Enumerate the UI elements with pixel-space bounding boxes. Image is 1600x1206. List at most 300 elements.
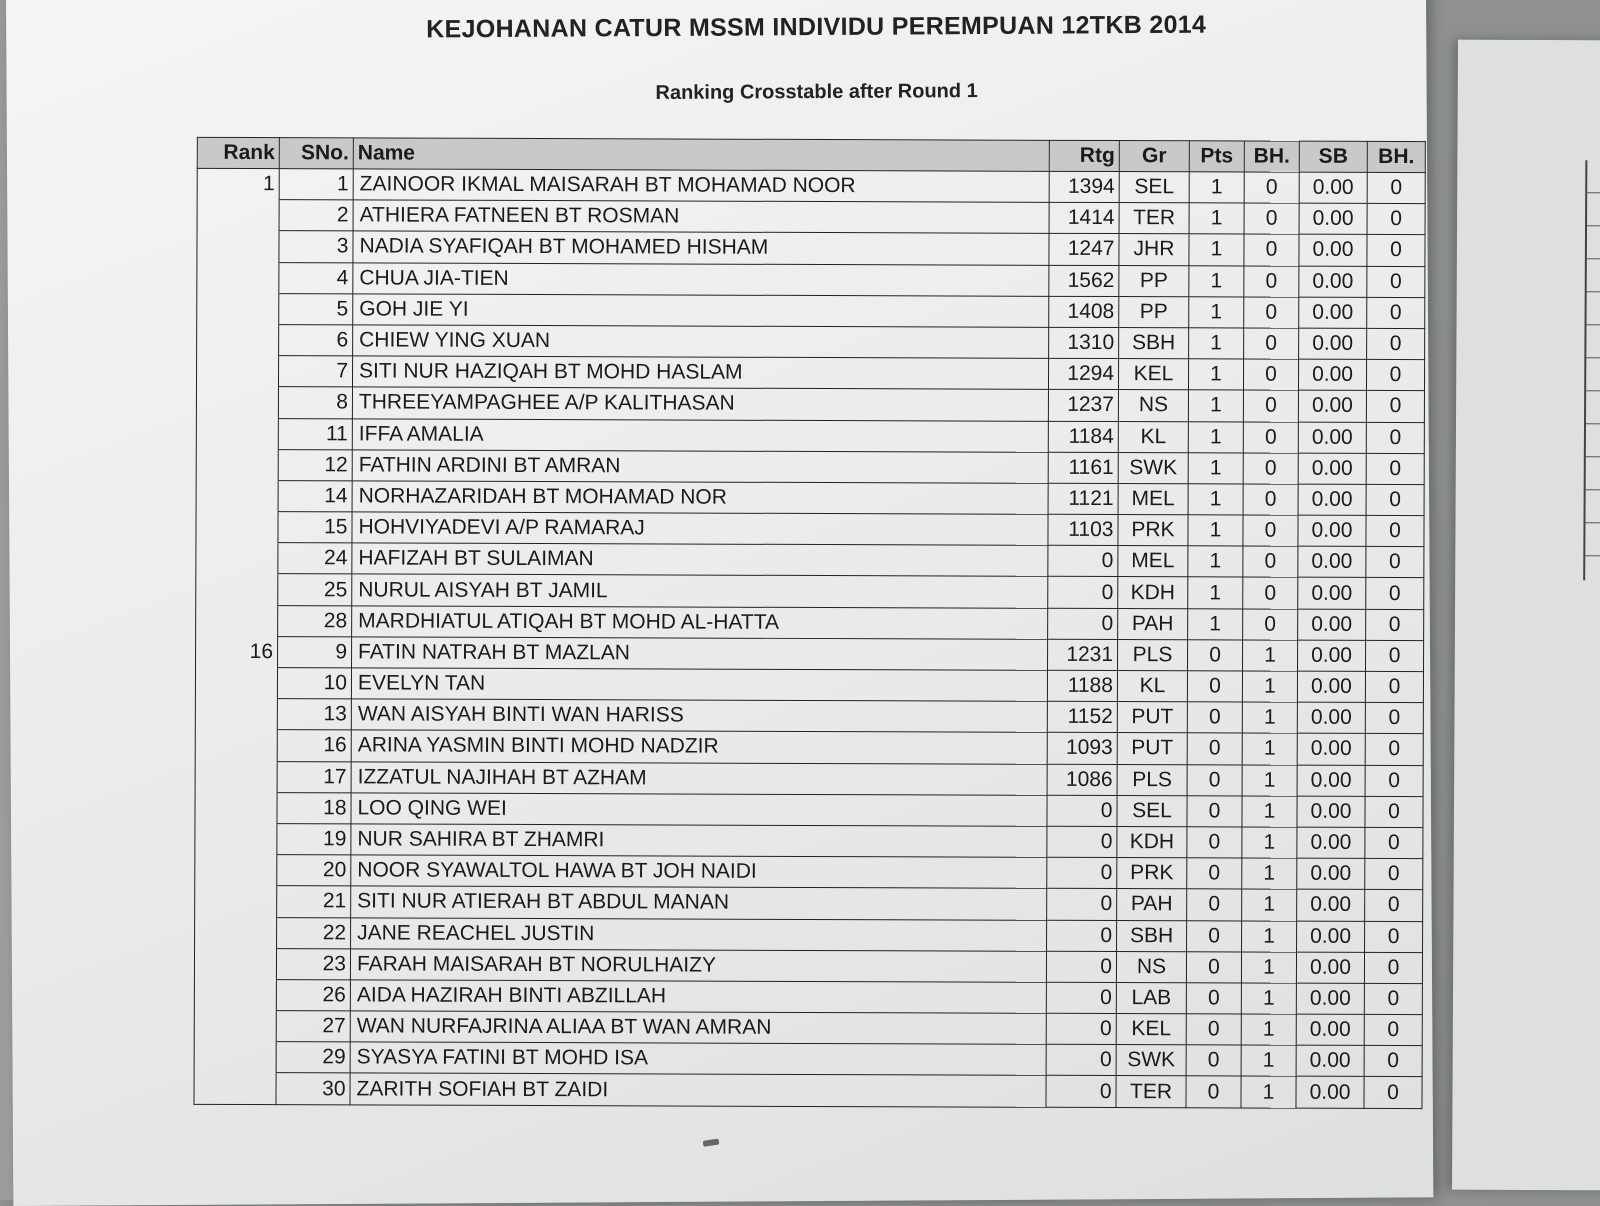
cell-sno: 9 — [278, 636, 352, 667]
cell-sb: 0.00 — [1297, 827, 1365, 858]
cell-rank: 16 — [196, 636, 278, 667]
cell-name: NURUL AISYAH BT JAMIL — [352, 574, 1048, 608]
cell-sb: 0.00 — [1298, 609, 1366, 640]
cell-bh: 0 — [1243, 484, 1298, 515]
cell-bh: 1 — [1242, 827, 1297, 858]
cell-gr: KDH — [1118, 577, 1188, 608]
cell-rtg: 1231 — [1048, 639, 1118, 670]
cell-pts: 1 — [1189, 203, 1244, 234]
cell-bh2: 0 — [1364, 1014, 1422, 1045]
cell-sb: 0.00 — [1298, 422, 1366, 453]
cell-bh: 0 — [1243, 546, 1298, 577]
cell-bh2: 0 — [1364, 1046, 1422, 1077]
cell-name: SITI NUR HAZIQAH BT MOHD HASLAM — [352, 356, 1048, 390]
cell-pts: 1 — [1188, 421, 1243, 452]
cell-rtg: 0 — [1048, 546, 1118, 577]
cell-name: WAN NURFAJRINA ALIAA BT WAN AMRAN — [350, 1011, 1046, 1045]
cell-name: GOH JIE YI — [353, 294, 1049, 328]
table-row — [194, 1042, 1422, 1077]
cell-pts: 0 — [1187, 827, 1242, 858]
cell-bh: 0 — [1243, 515, 1298, 546]
cell-name: NADIA SYAFIQAH BT MOHAMED HISHAM — [353, 231, 1049, 265]
table-row — [196, 511, 1424, 546]
cell-gr: PAH — [1117, 889, 1187, 920]
cell-rtg: 1310 — [1049, 327, 1119, 358]
cell-name: NUR SAHIRA BT ZHAMRI — [351, 824, 1047, 858]
cell-bh: 0 — [1244, 297, 1299, 328]
cell-pts: 1 — [1189, 172, 1244, 203]
adjacent-sheet — [1452, 40, 1600, 1191]
cell-sno: 18 — [277, 792, 351, 823]
cell-gr: MEL — [1118, 546, 1188, 577]
cell-rtg: 0 — [1046, 1013, 1116, 1044]
cell-rtg: 1184 — [1048, 421, 1118, 452]
cell-name: IZZATUL NAJIHAH BT AZHAM — [351, 761, 1047, 795]
cell-rtg: 0 — [1046, 1076, 1116, 1107]
cell-bh: 1 — [1242, 920, 1297, 951]
cell-pts: 1 — [1189, 234, 1244, 265]
cell-pts: 0 — [1186, 1014, 1241, 1045]
cell-name: IFFA AMALIA — [352, 418, 1048, 452]
cell-bh2: 0 — [1365, 890, 1423, 921]
table-row — [197, 262, 1425, 297]
header-pts: Pts — [1189, 141, 1244, 172]
cell-bh2: 0 — [1365, 827, 1423, 858]
cell-bh2: 0 — [1364, 1077, 1422, 1108]
cell-rank — [194, 1042, 276, 1073]
cell-pts: 1 — [1189, 265, 1244, 296]
cell-bh: 0 — [1244, 266, 1299, 297]
cell-rtg: 0 — [1047, 889, 1117, 920]
cell-gr: PP — [1119, 265, 1189, 296]
table-row — [197, 168, 1425, 203]
cell-sno: 10 — [277, 668, 351, 699]
cell-sno: 26 — [276, 979, 350, 1010]
cell-rank — [195, 886, 277, 917]
cell-bh2: 0 — [1366, 547, 1424, 578]
table-row — [195, 761, 1423, 796]
cell-rank — [196, 418, 278, 449]
cell-bh2: 0 — [1365, 921, 1423, 952]
cell-name: CHIEW YING XUAN — [353, 325, 1049, 359]
table-row — [196, 574, 1424, 609]
table-row — [196, 480, 1424, 515]
cell-name: ZAINOOR IKMAL MAISARAH BT MOHAMAD NOOR — [353, 169, 1049, 203]
cell-rtg: 1103 — [1048, 514, 1118, 545]
cell-rank — [196, 605, 278, 636]
cell-sb: 0.00 — [1298, 359, 1366, 390]
header-bh2: BH. — [1367, 141, 1425, 172]
cell-sb: 0.00 — [1296, 1045, 1364, 1076]
cell-sno: 22 — [277, 917, 351, 948]
cell-pts: 0 — [1187, 671, 1242, 702]
header-row — [197, 137, 1425, 172]
cell-sno: 23 — [276, 948, 350, 979]
cell-bh: 0 — [1243, 609, 1298, 640]
cell-bh: 0 — [1243, 453, 1298, 484]
table-row — [196, 418, 1424, 453]
crosstable-wrapper — [193, 137, 1425, 1109]
cell-bh2: 0 — [1366, 578, 1424, 609]
cell-bh2: 0 — [1364, 952, 1422, 983]
cell-gr: KL — [1118, 421, 1188, 452]
table-row — [197, 293, 1425, 328]
cell-rank — [194, 1073, 276, 1104]
cell-rtg: 0 — [1046, 951, 1116, 982]
cell-bh: 1 — [1241, 983, 1296, 1014]
cell-sno: 7 — [278, 356, 352, 387]
table-row — [196, 636, 1424, 671]
cell-pts: 1 — [1188, 577, 1243, 608]
table-row — [194, 1073, 1422, 1108]
header-name: Name — [353, 138, 1049, 171]
cell-bh2: 0 — [1367, 204, 1425, 235]
cell-pts: 0 — [1186, 1076, 1241, 1107]
cell-name: LOO QING WEI — [351, 793, 1047, 827]
cell-rtg: 0 — [1048, 577, 1118, 608]
cell-sb: 0.00 — [1299, 328, 1367, 359]
cell-bh2: 0 — [1366, 453, 1424, 484]
cell-sb: 0.00 — [1296, 1014, 1364, 1045]
cell-gr: PUT — [1117, 733, 1187, 764]
cell-name: HOHVIYADEVI A/P RAMARAJ — [352, 512, 1048, 546]
cell-rank — [194, 1010, 276, 1041]
cell-bh: 0 — [1243, 359, 1298, 390]
cell-gr: SEL — [1117, 795, 1187, 826]
cell-rank — [195, 730, 277, 761]
cell-name: THREEYAMPAGHEE A/P KALITHASAN — [352, 387, 1048, 421]
cell-sb: 0.00 — [1298, 546, 1366, 577]
cell-rtg: 0 — [1047, 857, 1117, 888]
cell-sno: 3 — [279, 231, 353, 262]
cell-bh2: 0 — [1365, 703, 1423, 734]
cell-bh: 1 — [1242, 671, 1297, 702]
cell-bh: 1 — [1241, 1014, 1296, 1045]
cell-rank — [195, 854, 277, 885]
cell-gr: SEL — [1119, 172, 1189, 203]
cell-sno: 28 — [278, 605, 352, 636]
cell-pts: 0 — [1188, 640, 1243, 671]
staple-mark — [703, 1139, 720, 1147]
cell-gr: TER — [1119, 203, 1189, 234]
cell-bh: 0 — [1244, 172, 1299, 203]
cell-pts: 1 — [1188, 608, 1243, 639]
cell-name: FATHIN ARDINI BT AMRAN — [352, 450, 1048, 484]
cell-rank — [197, 262, 279, 293]
table-row — [196, 449, 1424, 484]
cell-sb: 0.00 — [1296, 952, 1364, 983]
table-row — [195, 699, 1423, 734]
cell-rank — [195, 699, 277, 730]
cell-rank — [194, 979, 276, 1010]
cell-pts: 0 — [1186, 951, 1241, 982]
cell-gr: SWK — [1118, 452, 1188, 483]
crosstable-body — [194, 168, 1425, 1108]
cell-bh2: 0 — [1365, 859, 1423, 890]
cell-pts: 0 — [1187, 764, 1242, 795]
cell-bh: 0 — [1243, 390, 1298, 421]
cell-gr: PAH — [1118, 608, 1188, 639]
cell-bh: 1 — [1241, 1045, 1296, 1076]
cell-name: NORHAZARIDAH BT MOHAMAD NOR — [352, 481, 1048, 515]
cell-gr: NS — [1118, 390, 1188, 421]
cell-bh: 1 — [1242, 702, 1297, 733]
cell-pts: 0 — [1187, 920, 1242, 951]
cell-rank — [196, 574, 278, 605]
cell-sno: 1 — [279, 169, 353, 200]
cell-sb: 0.00 — [1297, 702, 1365, 733]
cell-sno: 21 — [277, 886, 351, 917]
adjacent-sheet-table-fragment — [1583, 160, 1600, 580]
cell-sno: 19 — [277, 824, 351, 855]
cell-rtg: 0 — [1047, 920, 1117, 951]
cell-gr: KDH — [1117, 826, 1187, 857]
cell-bh2: 0 — [1366, 640, 1424, 671]
cell-rtg: 1394 — [1049, 171, 1119, 202]
cell-rank — [196, 449, 278, 480]
cell-bh2: 0 — [1366, 422, 1424, 453]
cell-rtg: 0 — [1048, 608, 1118, 639]
cell-sb: 0.00 — [1297, 734, 1365, 765]
cell-rank — [197, 200, 279, 231]
table-row — [195, 667, 1423, 702]
table-row — [194, 979, 1422, 1014]
cell-bh: 0 — [1244, 203, 1299, 234]
cell-sno: 15 — [278, 512, 352, 543]
cell-sno: 24 — [278, 543, 352, 574]
cell-bh: 0 — [1244, 234, 1299, 265]
cell-gr: PLS — [1117, 764, 1187, 795]
cell-sb: 0.00 — [1299, 235, 1367, 266]
cell-pts: 1 — [1189, 297, 1244, 328]
cell-pts: 0 — [1187, 858, 1242, 889]
cell-sb: 0.00 — [1299, 297, 1367, 328]
cell-rank — [197, 324, 279, 355]
cell-pts: 1 — [1188, 359, 1243, 390]
cell-bh2: 0 — [1366, 391, 1424, 422]
cell-rank — [196, 543, 278, 574]
cell-name: CHUA JIA-TIEN — [353, 262, 1049, 296]
cell-sb: 0.00 — [1297, 858, 1365, 889]
cell-pts: 1 — [1188, 452, 1243, 483]
cell-gr: SBH — [1117, 920, 1187, 951]
cell-sb: 0.00 — [1298, 640, 1366, 671]
cell-pts: 1 — [1189, 328, 1244, 359]
cell-sno: 4 — [279, 262, 353, 293]
cell-name: SYASYA FATINI BT MOHD ISA — [350, 1042, 1046, 1076]
cell-sno: 13 — [277, 699, 351, 730]
cell-sno: 11 — [278, 418, 352, 449]
cell-sno: 8 — [278, 387, 352, 418]
cell-pts: 0 — [1187, 796, 1242, 827]
cell-name: FARAH MAISARAH BT NORULHAIZY — [350, 949, 1046, 983]
cell-rtg: 1237 — [1048, 390, 1118, 421]
cell-gr: MEL — [1118, 483, 1188, 514]
cell-name: WAN AISYAH BINTI WAN HARISS — [351, 699, 1047, 733]
cell-rank — [197, 293, 279, 324]
table-row — [195, 823, 1423, 858]
cell-rtg: 1414 — [1049, 202, 1119, 233]
cell-rtg: 1562 — [1049, 265, 1119, 296]
cell-pts: 0 — [1186, 983, 1241, 1014]
cell-gr: PRK — [1117, 858, 1187, 889]
cell-sno: 29 — [276, 1042, 350, 1073]
cell-rank — [195, 917, 277, 948]
cell-rtg: 1161 — [1048, 452, 1118, 483]
cell-sno: 25 — [278, 574, 352, 605]
cell-rtg: 1152 — [1047, 701, 1117, 732]
cell-name: EVELYN TAN — [351, 668, 1047, 702]
cell-sb: 0.00 — [1297, 765, 1365, 796]
cell-bh: 1 — [1242, 858, 1297, 889]
cell-sb: 0.00 — [1297, 671, 1365, 702]
cell-gr: PLS — [1118, 639, 1188, 670]
cell-bh: 1 — [1243, 640, 1298, 671]
cell-bh: 1 — [1241, 952, 1296, 983]
table-row — [197, 324, 1425, 359]
cell-name: ZARITH SOFIAH BT ZAIDI — [350, 1073, 1046, 1107]
cell-name: HAFIZAH BT SULAIMAN — [352, 543, 1048, 577]
cell-rank — [196, 355, 278, 386]
cell-gr: KL — [1117, 671, 1187, 702]
cell-gr: PUT — [1117, 702, 1187, 733]
cell-gr: PP — [1119, 296, 1189, 327]
cell-sb: 0.00 — [1298, 578, 1366, 609]
cell-bh2: 0 — [1367, 235, 1425, 266]
cell-sno: 16 — [277, 730, 351, 761]
cell-rank — [195, 667, 277, 698]
cell-sno: 6 — [279, 325, 353, 356]
cell-pts: 0 — [1187, 702, 1242, 733]
cell-bh: 0 — [1243, 577, 1298, 608]
cell-sb: 0.00 — [1297, 889, 1365, 920]
cell-rtg: 1093 — [1047, 733, 1117, 764]
cell-sno: 5 — [279, 293, 353, 324]
cell-gr: PRK — [1118, 515, 1188, 546]
cell-bh: 0 — [1244, 328, 1299, 359]
cell-sb: 0.00 — [1296, 983, 1364, 1014]
cell-gr: KEL — [1118, 359, 1188, 390]
table-row — [196, 387, 1424, 422]
cell-bh2: 0 — [1365, 671, 1423, 702]
paper-sheet — [6, 0, 1433, 1206]
cell-rtg: 1188 — [1047, 670, 1117, 701]
table-row — [196, 605, 1424, 640]
cell-bh2: 0 — [1366, 484, 1424, 515]
table-row — [196, 543, 1424, 578]
header-gr: Gr — [1119, 141, 1189, 172]
cell-bh2: 0 — [1365, 796, 1423, 827]
header-bh: BH. — [1244, 141, 1299, 172]
cell-sb: 0.00 — [1297, 796, 1365, 827]
cell-name: MARDHIATUL ATIQAH BT MOHD AL-HATTA — [352, 606, 1048, 640]
cell-pts: 0 — [1187, 733, 1242, 764]
cell-gr: TER — [1116, 1076, 1186, 1107]
cell-pts: 1 — [1188, 390, 1243, 421]
cell-rtg: 1294 — [1048, 358, 1118, 389]
ranking-crosstable — [193, 137, 1425, 1109]
cell-sno: 2 — [279, 200, 353, 231]
cell-pts: 1 — [1188, 515, 1243, 546]
cell-bh: 1 — [1242, 765, 1297, 796]
table-row — [195, 792, 1423, 827]
cell-rtg: 1121 — [1048, 483, 1118, 514]
cell-sb: 0.00 — [1299, 172, 1367, 203]
table-row — [195, 917, 1423, 952]
cell-rank — [196, 511, 278, 542]
cell-name: FATIN NATRAH BT MAZLAN — [352, 637, 1048, 671]
cell-rtg: 0 — [1047, 826, 1117, 857]
cell-rank — [197, 231, 279, 262]
cell-pts: 1 — [1188, 546, 1243, 577]
cell-rtg: 0 — [1047, 795, 1117, 826]
document-title: KEJOHANAN CATUR MSSM INDIVIDU PEREMPUAN 12TKB 2014 — [426, 10, 1207, 44]
cell-bh2: 0 — [1366, 609, 1424, 640]
cell-rank — [194, 948, 276, 979]
table-row — [197, 231, 1425, 266]
cell-sno: 12 — [278, 449, 352, 480]
cell-sb: 0.00 — [1299, 266, 1367, 297]
cell-bh: 1 — [1242, 889, 1297, 920]
table-row — [195, 886, 1423, 921]
cell-bh2: 0 — [1364, 983, 1422, 1014]
cell-sno: 14 — [278, 480, 352, 511]
cell-pts: 0 — [1186, 1045, 1241, 1076]
cell-sno: 30 — [276, 1073, 350, 1104]
cell-rank — [195, 792, 277, 823]
cell-bh2: 0 — [1366, 515, 1424, 546]
table-row — [196, 355, 1424, 390]
cell-bh2: 0 — [1365, 765, 1423, 796]
cell-sb: 0.00 — [1298, 484, 1366, 515]
cell-gr: SWK — [1116, 1045, 1186, 1076]
cell-name: ATHIERA FATNEEN BT ROSMAN — [353, 200, 1049, 234]
cell-bh2: 0 — [1367, 328, 1425, 359]
cell-sno: 20 — [277, 855, 351, 886]
cell-sb: 0.00 — [1297, 921, 1365, 952]
cell-bh: 1 — [1242, 733, 1297, 764]
cell-pts: 1 — [1188, 484, 1243, 515]
cell-gr: LAB — [1116, 982, 1186, 1013]
cell-rtg: 0 — [1046, 1045, 1116, 1076]
cell-sno: 17 — [277, 761, 351, 792]
cell-rtg: 1247 — [1049, 234, 1119, 265]
cell-rank — [196, 480, 278, 511]
cell-sb: 0.00 — [1296, 1077, 1364, 1108]
cell-name: AIDA HAZIRAH BINTI ABZILLAH — [350, 980, 1046, 1014]
cell-name: NOOR SYAWALTOL HAWA BT JOH NAIDI — [351, 855, 1047, 889]
document-subtitle: Ranking Crosstable after Round 1 — [655, 80, 978, 105]
cell-bh2: 0 — [1365, 734, 1423, 765]
cell-name: JANE REACHEL JUSTIN — [351, 917, 1047, 951]
cell-bh2: 0 — [1367, 266, 1425, 297]
cell-sb: 0.00 — [1298, 515, 1366, 546]
table-row — [197, 200, 1425, 235]
table-row — [194, 948, 1422, 983]
cell-gr: SBH — [1119, 327, 1189, 358]
cell-bh2: 0 — [1367, 297, 1425, 328]
cell-rtg: 0 — [1046, 982, 1116, 1013]
cell-sb: 0.00 — [1298, 453, 1366, 484]
cell-sb: 0.00 — [1298, 390, 1366, 421]
table-row — [195, 854, 1423, 889]
header-rank: Rank — [197, 137, 279, 168]
cell-pts: 0 — [1187, 889, 1242, 920]
cell-sb: 0.00 — [1299, 203, 1367, 234]
cell-sno: 27 — [276, 1011, 350, 1042]
header-rtg: Rtg — [1049, 140, 1119, 171]
table-row — [194, 1010, 1422, 1045]
